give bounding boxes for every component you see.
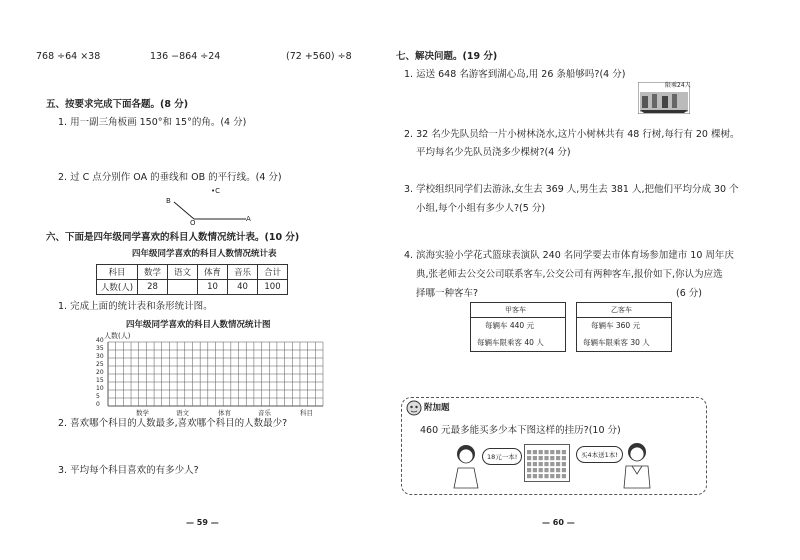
calendar-cell	[550, 474, 554, 478]
bus-b-capacity: 每辆车限乘客 30 人	[583, 338, 650, 347]
calendar-cell	[539, 474, 543, 478]
bus-b-box	[576, 302, 672, 352]
right-page	[396, 0, 800, 560]
extra-question-text: 460 元最多能买多少本下图这样的挂历?(10 分)	[420, 425, 621, 436]
mascot-icon	[404, 399, 424, 419]
calendar-cell	[533, 468, 537, 472]
bus-a-name: 甲客车	[505, 306, 526, 314]
x-category-label: 数学	[136, 409, 149, 417]
page-number-60: — 60 —	[542, 518, 575, 527]
girl-figure	[450, 442, 484, 490]
calendar-cell	[562, 462, 566, 466]
x-category-label: 科目	[300, 409, 313, 417]
calendar-cell	[539, 468, 543, 472]
calendar-cell	[550, 456, 554, 460]
table-cell: 科目	[97, 265, 138, 280]
calendar-cell	[527, 474, 531, 478]
section-7-title: 七、解决问题。(19 分)	[396, 51, 498, 62]
section-7-q3-line1: 3. 学校组织同学们去游泳,女生去 369 人,男生去 381 人,把他们平均分成 30 个	[404, 184, 739, 195]
calendar-cell	[544, 456, 548, 460]
table-cell: 40	[228, 280, 258, 295]
calendar-cell	[562, 450, 566, 454]
table-row	[97, 280, 288, 295]
calendar-cell	[562, 474, 566, 478]
section-7-q4-line1: 4. 滨海实验小学花式篮球表演队 240 名同学要去市体育场参加建市 10 周年庆	[404, 250, 734, 261]
table-cell: 28	[138, 280, 168, 295]
calc-2: 136 −864 ÷24	[150, 51, 221, 62]
section-7-q4-line2: 典,张老师去公交公司联系客车,公交公司有两种客车,报价如下,你认为应选	[416, 269, 723, 280]
table-cell: 100	[258, 280, 288, 295]
bus-a-box	[470, 302, 566, 352]
section-5-q1: 1. 用一副三角板画 150°和 15°的角。(4 分)	[58, 117, 247, 128]
table-cell: 10	[198, 280, 228, 295]
calendar-cell	[527, 462, 531, 466]
calendar-cell	[556, 450, 560, 454]
extra-question-title: 附加题	[424, 403, 450, 413]
x-category-label: 语文	[176, 409, 189, 417]
y-tick-label: 40	[96, 337, 104, 344]
calendar-cell	[556, 462, 560, 466]
table-cell: 人数(人)	[97, 280, 138, 295]
table-header-row	[97, 265, 288, 280]
section-5-q2: 2. 过 C 点分别作 OA 的垂线和 OB 的平行线。(4 分)	[58, 172, 282, 183]
table-cell: 合计	[258, 265, 288, 280]
stat-table-title: 四年级同学喜欢的科目人数情况统计表	[132, 249, 277, 259]
calendar-cell	[556, 456, 560, 460]
y-tick-label: 0	[96, 401, 100, 408]
section-6-q1: 1. 完成上面的统计表和条形统计图。	[58, 301, 213, 312]
blank-bar-chart-grid	[88, 337, 338, 408]
calendar-cell	[562, 456, 566, 460]
y-tick-label: 15	[96, 377, 104, 384]
page-number-59: — 59 —	[186, 518, 219, 527]
table-cell: 数学	[138, 265, 168, 280]
point-b-label: B	[166, 197, 171, 205]
y-tick-label: 10	[96, 385, 104, 392]
calendar-cell	[550, 468, 554, 472]
calendar-cell	[556, 474, 560, 478]
section-6-title: 六、下面是四年级同学喜欢的科目人数情况统计表。(10 分)	[46, 232, 300, 243]
section-6-q3: 3. 平均每个科目喜欢的有多少人?	[58, 465, 199, 476]
boat-capacity-label: 限乘24人	[665, 82, 691, 89]
calendar-cell	[562, 468, 566, 472]
calendar-cell	[550, 450, 554, 454]
price-bubble: 18元一本!	[482, 448, 522, 465]
point-a-label: A	[246, 215, 251, 223]
calendar-cell	[544, 468, 548, 472]
table-cell-blank	[168, 280, 198, 295]
calendar-cell	[533, 456, 537, 460]
calendar-cell	[527, 450, 531, 454]
section-5-title: 五、按要求完成下面各题。(8 分)	[46, 99, 189, 110]
calendar-cell	[544, 462, 548, 466]
calendar-cell	[533, 462, 537, 466]
calendar-cell	[539, 456, 543, 460]
stat-table	[96, 264, 288, 295]
bus-b-price: 每辆车 360 元	[591, 321, 641, 330]
calendar-cell	[527, 468, 531, 472]
y-tick-label: 35	[96, 345, 104, 352]
table-cell: 音乐	[228, 265, 258, 280]
x-category-label: 体育	[218, 409, 231, 417]
calendar-cell	[527, 456, 531, 460]
shopkeeper-figure	[620, 440, 654, 490]
point-o-label: O	[190, 219, 196, 227]
promo-bubble: 买4本送1本!	[576, 446, 623, 463]
bar-chart-ylabel: 人数(人)	[104, 332, 131, 340]
bus-b-name: 乙客车	[611, 306, 632, 314]
point-c-label: •C	[211, 187, 221, 195]
bus-a-price: 每辆车 440 元	[485, 321, 535, 330]
section-7-q3-line2: 小组,每个小组有多少人?(5 分)	[416, 203, 546, 214]
calendar-cell	[539, 450, 543, 454]
y-tick-label: 5	[96, 393, 100, 400]
section-7-q4-score: (6 分)	[676, 288, 702, 299]
calc-3: (72 +560) ÷8	[286, 51, 352, 62]
calendar-picture	[524, 444, 570, 482]
x-category-label: 音乐	[258, 409, 271, 417]
calendar-cell	[544, 474, 548, 478]
y-tick-label: 25	[96, 361, 104, 368]
section-7-q1: 1. 运送 648 名游客到湖心岛,用 26 条船够吗?(4 分)	[404, 69, 626, 80]
calc-1: 768 ÷64 ×38	[36, 51, 101, 62]
calendar-cell	[556, 468, 560, 472]
bar-chart-title: 四年级同学喜欢的科目人数情况统计图	[126, 320, 271, 330]
table-cell: 语文	[168, 265, 198, 280]
calendar-cell	[539, 462, 543, 466]
calendar-cell	[550, 462, 554, 466]
section-7-q2-line2: 平均每名少先队员浇多少棵树?(4 分)	[416, 147, 571, 158]
section-7-q2-line1: 2. 32 名少先队员给一片小树林浇水,这片小树林共有 48 行树,每行有 20 棵树。	[404, 129, 740, 140]
y-tick-label: 30	[96, 353, 104, 360]
calendar-cell	[533, 450, 537, 454]
calendar-cell	[544, 450, 548, 454]
section-6-q2: 2. 喜欢哪个科目的人数最多,喜欢哪个科目的人数最少?	[58, 418, 288, 429]
table-cell: 体育	[198, 265, 228, 280]
y-tick-label: 20	[96, 369, 104, 376]
calendar-cell	[533, 474, 537, 478]
bus-a-capacity: 每辆车限乘客 40 人	[477, 338, 544, 347]
section-7-q4-line3: 择哪一种客车?	[416, 288, 479, 299]
